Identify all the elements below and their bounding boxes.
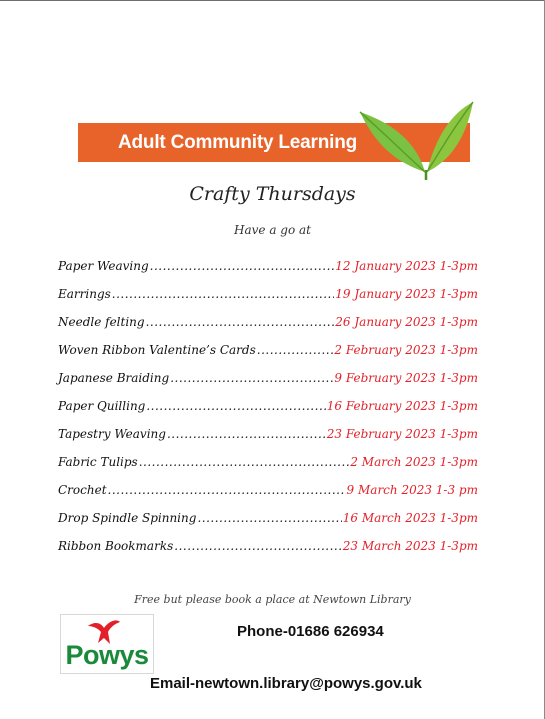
- session-name: Japanese Braiding: [58, 371, 170, 385]
- session-date: 2 February 2023 1-3pm: [334, 343, 478, 357]
- session-row: [58, 280, 478, 308]
- session-name: Needle felting: [58, 315, 145, 329]
- session-row: [58, 336, 478, 364]
- session-row: [58, 532, 478, 560]
- session-name: Paper Quilling: [58, 399, 146, 413]
- leader-dots: [174, 539, 341, 553]
- session-row: [58, 392, 478, 420]
- leader-dots: [139, 455, 350, 469]
- leader-dots: [170, 371, 333, 385]
- session-row: [58, 448, 478, 476]
- session-name: Paper Weaving: [58, 259, 149, 273]
- session-date: 23 February 2023 1-3pm: [326, 427, 478, 441]
- leader-dots: [112, 287, 334, 301]
- sessions-list: [58, 252, 478, 560]
- brand-banner-text: Adult Community Learning: [118, 132, 358, 153]
- session-row: [58, 476, 478, 504]
- session-name: Woven Ribbon Valentine’s Cards: [58, 343, 256, 357]
- session-date: 12 January 2023 1-3pm: [335, 259, 478, 273]
- page-title: Crafty Thursdays: [189, 183, 356, 205]
- booking-note: Free but please book a place at Newtown Library: [134, 593, 411, 606]
- session-name: Crochet: [58, 483, 107, 497]
- session-name: Tapestry Weaving: [58, 427, 166, 441]
- session-row: [58, 308, 478, 336]
- session-date: 23 March 2023 1-3pm: [342, 539, 478, 553]
- phone-number: Phone-01686 626934: [237, 623, 384, 640]
- leader-dots: [108, 483, 346, 497]
- session-name: Earrings: [58, 287, 111, 301]
- leader-dots: [257, 343, 334, 357]
- session-date: 9 March 2023 1-3 pm: [346, 483, 478, 497]
- leaf-icon: [355, 84, 475, 180]
- email-address: Email-newtown.library@powys.gov.uk: [150, 675, 422, 692]
- session-name: Fabric Tulips: [58, 455, 138, 469]
- session-name: Drop Spindle Spinning: [58, 511, 197, 525]
- leader-dots: [197, 511, 341, 525]
- leader-dots: [146, 315, 335, 329]
- session-row: [58, 420, 478, 448]
- session-date: 9 February 2023 1-3pm: [334, 371, 478, 385]
- session-date: 16 March 2023 1-3pm: [342, 511, 478, 525]
- session-name: Ribbon Bookmarks: [58, 539, 174, 553]
- session-date: 19 January 2023 1-3pm: [335, 287, 478, 301]
- session-row: [58, 252, 478, 280]
- powys-logo-text: Powys: [65, 640, 149, 670]
- session-date: 16 February 2023 1-3pm: [326, 399, 478, 413]
- session-row: [58, 364, 478, 392]
- leader-dots: [150, 259, 335, 273]
- session-date: 26 January 2023 1-3pm: [335, 315, 478, 329]
- session-row: [58, 504, 478, 532]
- leader-dots: [167, 427, 326, 441]
- page-subtitle: Have a go at: [234, 223, 311, 237]
- page-top-rule: [0, 0, 545, 5]
- session-date: 2 March 2023 1-3pm: [350, 455, 478, 469]
- leader-dots: [146, 399, 325, 413]
